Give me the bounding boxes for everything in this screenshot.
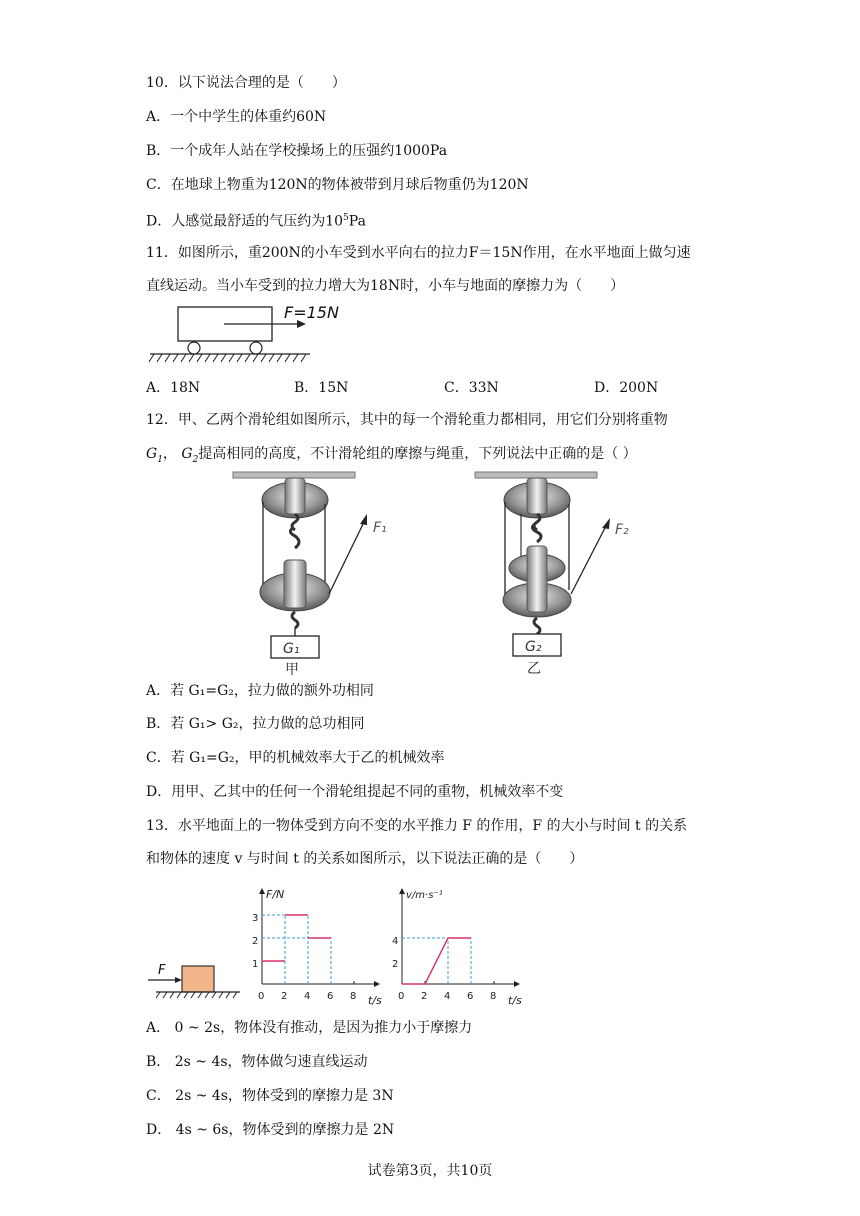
q11-option-d: D．200N <box>594 380 659 396</box>
pull-rope-left <box>329 520 365 594</box>
ceiling-right <box>475 472 597 478</box>
q11-option-c: C．33N <box>444 380 499 396</box>
chart2-velocity-line <box>402 938 471 984</box>
chart1-xlabel: t/s <box>368 994 382 1007</box>
chart1-xtick-0: 0 <box>258 991 265 1002</box>
weight-label-left: G₁ <box>283 641 300 657</box>
q12-stem-line1: 12．甲、乙两个滑轮组如图所示，其中的每一个滑轮重力都相同，用它们分别将重物 <box>146 412 668 428</box>
chart1-ytick-2: 2 <box>252 936 259 947</box>
chart2-xtick-2: 2 <box>421 991 428 1002</box>
cart-wheel-left <box>188 342 200 354</box>
pulley-figure <box>225 470 645 678</box>
velocity-time-chart <box>388 884 528 1006</box>
pulley-system-jia <box>233 472 387 678</box>
q10-stem: 10．以下说法合理的是（ ） <box>146 75 346 91</box>
q11-option-b: B．15N <box>294 380 349 396</box>
q12-option-c: C．若 G₁=G₂，甲的机械效率大于乙的机械效率 <box>146 750 445 766</box>
page-footer: 试卷第3页，共10页 <box>367 1163 493 1179</box>
q13-option-c: C． 2s ~ 4s，物体受到的摩擦力是 3N <box>146 1088 394 1104</box>
chart2-xtick-4: 4 <box>444 991 451 1002</box>
cart-figure <box>148 300 339 368</box>
chart2-xtick-8: 8 <box>490 991 497 1002</box>
q10-option-d: D．人感觉最舒适的气压约为$10^5Pa$ <box>146 213 366 230</box>
force-label-left: F₁ <box>373 520 387 536</box>
chart2-x-arrow <box>514 981 520 987</box>
chart1-xtick-2: 2 <box>281 991 288 1002</box>
ceiling-left <box>233 472 355 478</box>
force-label-right: F₂ <box>615 522 629 538</box>
force-time-chart <box>248 884 388 1006</box>
q10-option-a: A．一个中学生的体重约60N <box>146 109 327 125</box>
chart1-y-arrow <box>259 888 265 894</box>
pulley-system-yi <box>475 472 629 677</box>
chart1-xtick-8: 8 <box>350 991 357 1002</box>
chart2-xtick-0: 0 <box>398 991 405 1002</box>
q13-option-a: A． 0 ~ 2s，物体没有推动，是因为推力小于摩擦力 <box>146 1020 473 1036</box>
weight-label-right: G₂ <box>525 639 542 655</box>
q12-stem-line2: $G_1$， $G_2$提高相同的高度，不计滑轮组的摩擦与绳重，下列说法中正确的是（ ） <box>146 446 637 465</box>
chart1-xtick-6: 6 <box>327 991 334 1002</box>
chart2-xlabel: t/s <box>508 994 522 1007</box>
force-label: F=15N <box>284 303 339 322</box>
cart-wheel-right <box>250 342 262 354</box>
q12-option-b: B．若 G₁> G₂，拉力做的总功相同 <box>146 716 365 732</box>
system-name-right: 乙 <box>527 661 541 677</box>
chart2-xtick-6: 6 <box>467 991 474 1002</box>
q11-options <box>146 377 706 397</box>
ground-hatching <box>149 354 306 362</box>
block-force-label: F <box>158 963 166 978</box>
q11-option-a: A．18N <box>146 380 201 396</box>
system-name-left: 甲 <box>285 662 299 678</box>
chart1-ytick-3: 3 <box>252 913 259 924</box>
q10-option-c: C．在地球上物重为120N的物体被带到月球后物重仍为120N <box>146 177 529 193</box>
q12-option-a: A．若 G₁=G₂，拉力做的额外功相同 <box>146 683 374 699</box>
chart2-ytick-4: 4 <box>392 936 399 947</box>
block-figure <box>146 958 246 1002</box>
q13-option-d: D． 4s ~ 6s，物体受到的摩擦力是 2N <box>146 1122 395 1138</box>
chart2-y-arrow <box>399 888 405 894</box>
q11-stem-line1: 11．如图所示，重200N的小车受到水平向右的拉力F＝15N作用，在水平地面上做匀速 <box>146 245 691 261</box>
chart1-xtick-4: 4 <box>304 991 311 1002</box>
block <box>182 966 214 992</box>
chart1-ylabel: F/N <box>266 888 285 901</box>
chart1-x-arrow <box>374 981 380 987</box>
q11-stem-line2: 直线运动。当小车受到的拉力增大为18N时，小车与地面的摩擦力为（ ） <box>146 278 625 294</box>
q13-stem-line2: 和物体的速度 v 与时间 t 的关系如图所示，以下说法正确的是（ ） <box>146 851 584 867</box>
q13-stem-line1: 13．水平地面上的一物体受到方向不变的水平推力 F 的作用，F 的大小与时间 t 的关系 <box>146 818 688 834</box>
chart1-ytick-1: 1 <box>252 959 259 970</box>
q10-option-b: B．一个成年人站在学校操场上的压强约1000Pa <box>146 143 448 159</box>
q13-option-b: B． 2s ~ 4s，物体做匀速直线运动 <box>146 1054 368 1070</box>
chart2-ylabel: v/m·s⁻¹ <box>406 890 443 901</box>
chart2-ytick-2: 2 <box>392 959 399 970</box>
q12-option-d: D．用甲、乙其中的任何一个滑轮组提起不同的重物，机械效率不变 <box>146 784 564 800</box>
